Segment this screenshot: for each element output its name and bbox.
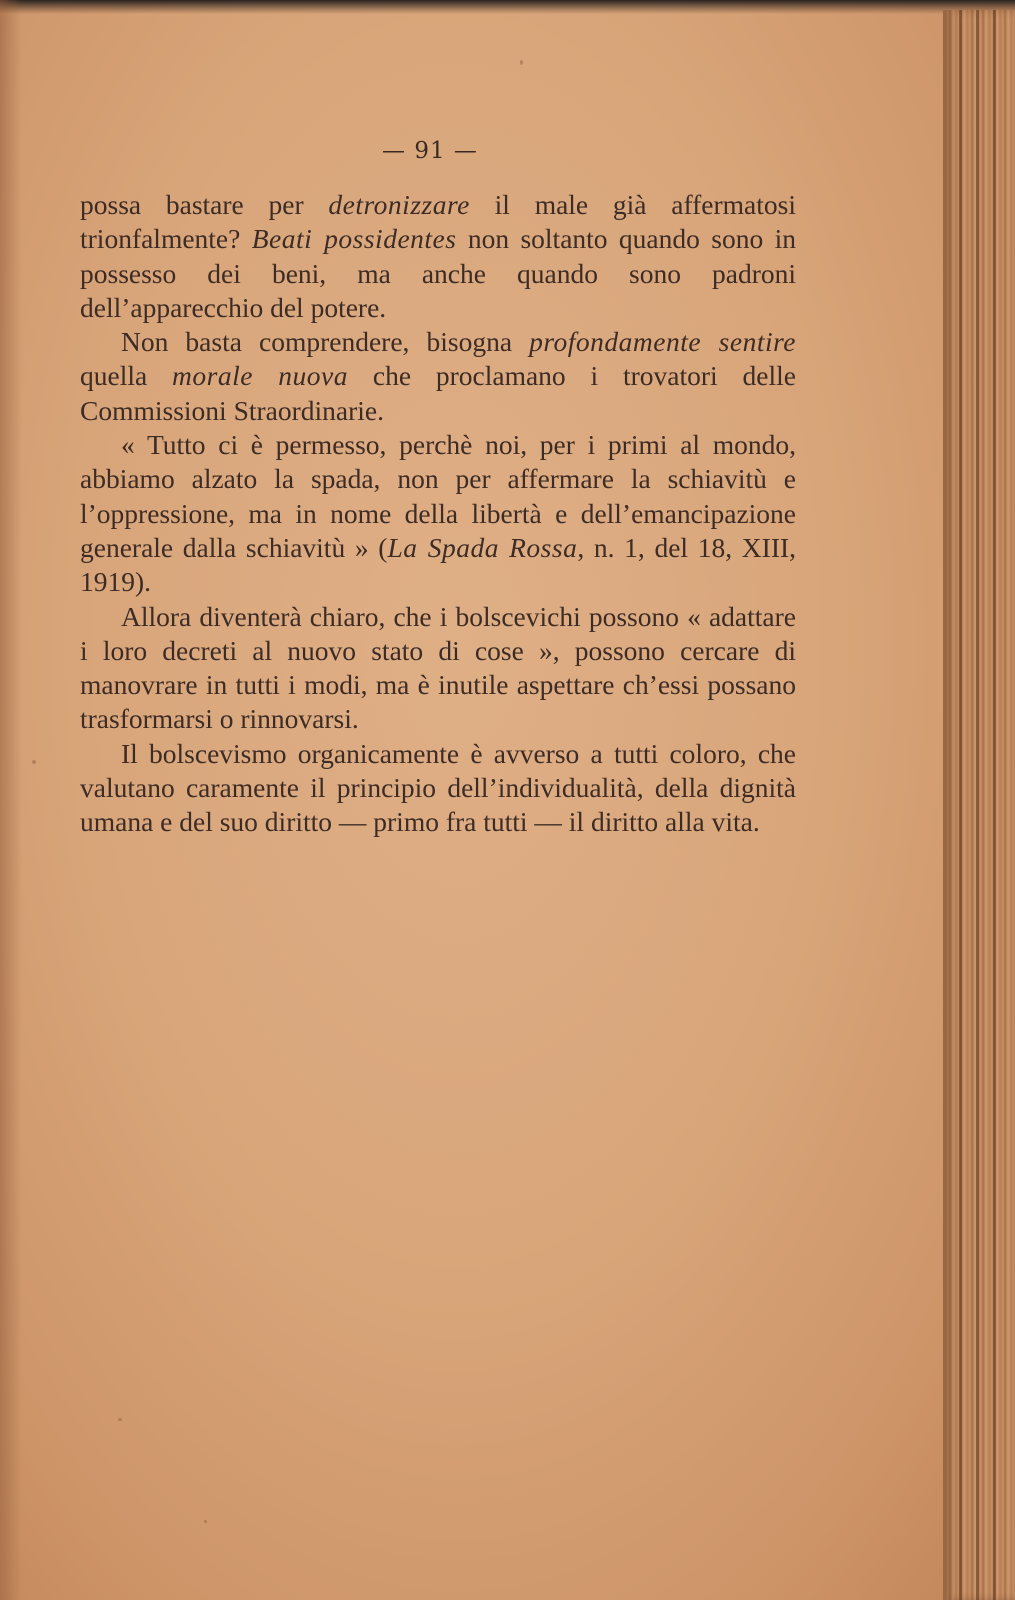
italic-phrase: detronizzare bbox=[328, 189, 470, 220]
text-run: Allora diventerà chiaro, che i bolscevichi possono « adattare i loro decreti al nuovo stato di cose », possono cercare di manovrare in tutti i modi, ma è inutile aspettare ch’essi possano trasformarsi o rinnovarsi. bbox=[80, 600, 796, 735]
italic-phrase: profondamente sentire bbox=[529, 326, 796, 358]
left-page-edge bbox=[0, 0, 22, 1600]
paper-speck bbox=[118, 1418, 122, 1421]
page-number: — 91 — bbox=[382, 138, 478, 164]
paragraph bbox=[80, 188, 796, 325]
paper-speck bbox=[204, 1520, 207, 1523]
text-run: che proclamano i trovatori delle Commissioni Straordinarie. bbox=[80, 360, 796, 426]
paragraph bbox=[80, 325, 796, 428]
body-text bbox=[80, 188, 796, 840]
page-stack-line bbox=[993, 10, 996, 1600]
text-run: Non basta comprendere, bisogna bbox=[121, 326, 530, 358]
paragraph bbox=[80, 737, 796, 840]
paper-speck bbox=[32, 760, 36, 764]
italic-phrase: morale nuova bbox=[172, 360, 349, 392]
paragraph bbox=[80, 428, 796, 599]
text-run: quella bbox=[80, 360, 173, 392]
page-stack-line bbox=[959, 10, 962, 1600]
paper-speck bbox=[520, 60, 523, 65]
text-run: , n. 1, del 18, XIII, 1919). bbox=[80, 531, 797, 598]
italic-phrase: La Spada Rossa bbox=[387, 531, 578, 563]
top-edge-shadow bbox=[0, 0, 1015, 14]
text-run: possa bastare per bbox=[80, 189, 329, 220]
text-run: non soltanto quando sono in possesso dei beni, ma anche quando sono padroni dell’apparecchio del potere. bbox=[80, 223, 796, 323]
page-stack-edge bbox=[943, 10, 1015, 1600]
page-stack-line bbox=[976, 10, 979, 1600]
italic-phrase: Beati possidentes bbox=[251, 223, 457, 255]
text-run: « Tutto ci è permesso, perchè noi, per i primi al mondo, abbiamo alzato la spada, non per affermare la schiavitù e l’oppressione, ma in nome della libertà e dell’emancipazione generale dalla schiavitù » ( bbox=[80, 429, 796, 563]
text-run: il male già affermatosi trionfalmente? bbox=[80, 189, 796, 255]
text-run: Il bolscevismo organicamente è avverso a tutti coloro, che valutano caramente il principio dell’individualità, della dignità umana e del suo diritto — primo fra tutti — il diritto alla vita. bbox=[80, 737, 796, 838]
paragraph bbox=[80, 600, 796, 737]
